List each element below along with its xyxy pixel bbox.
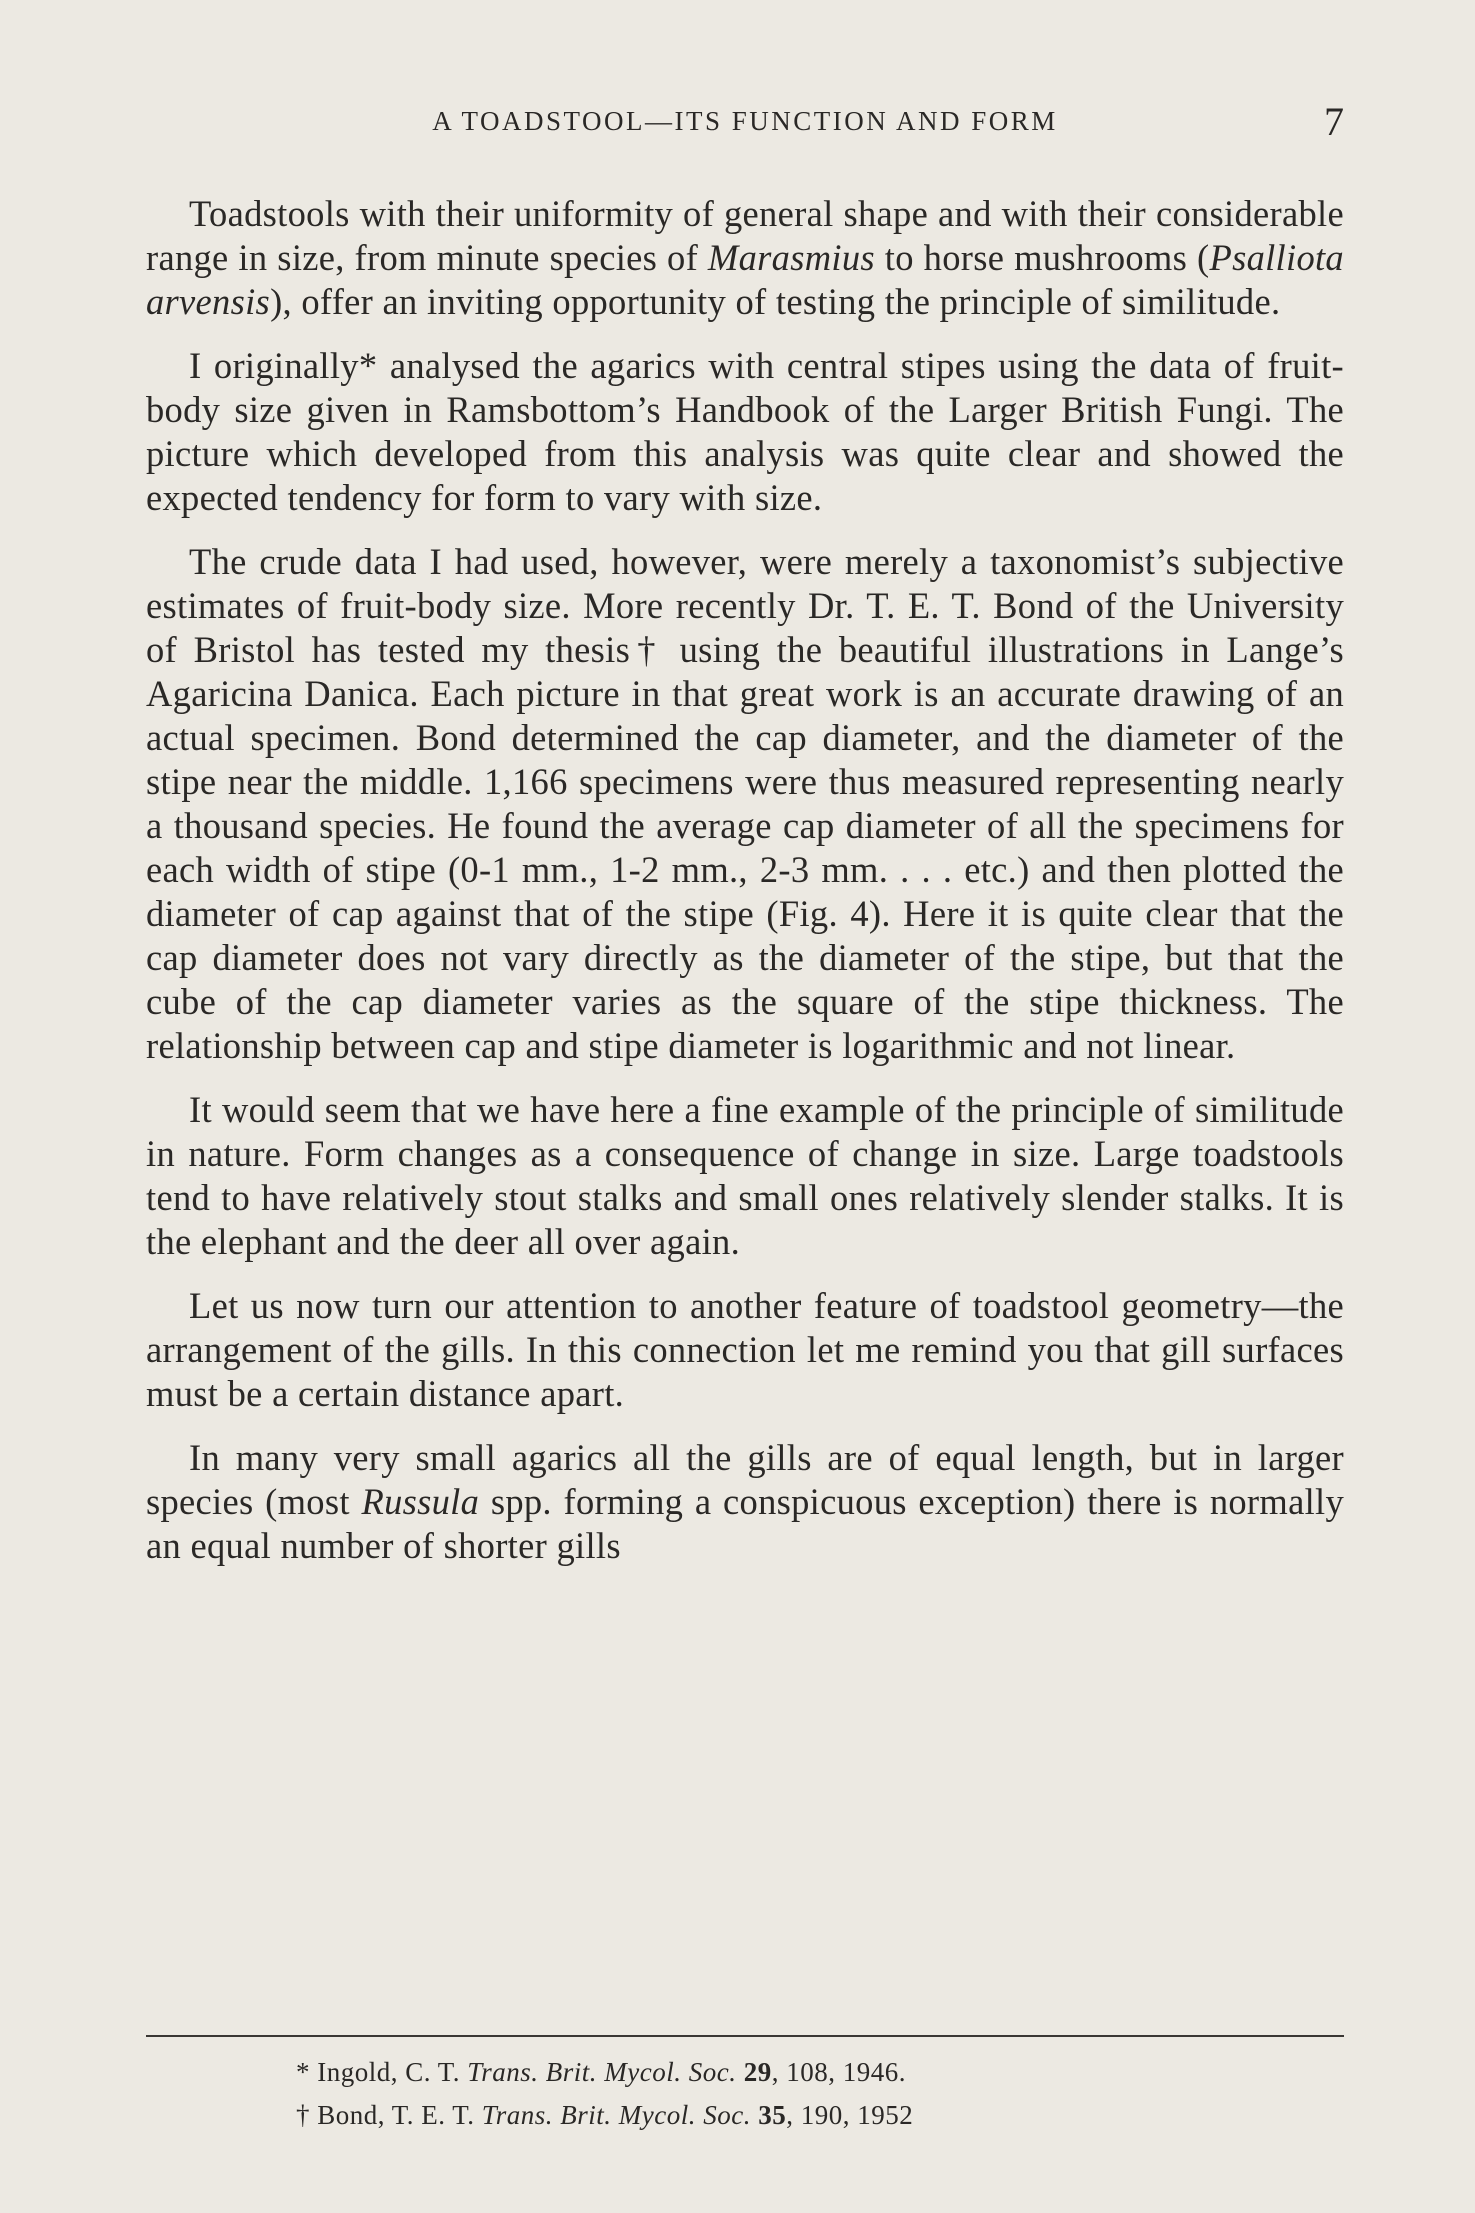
footnote-volume: 35 [758, 2100, 787, 2130]
footnotes [146, 2051, 1344, 2137]
paragraph-1: Toadstools with their uniformity of general shape and with their considerable range in size, from minute species of Marasmius to horse mushrooms (Psalliota arvensis), offer an inviting opportunity of testing the principle of similitude. [146, 193, 1344, 322]
footnote-rule [146, 2035, 1344, 2037]
footnote-marker: † [296, 2100, 310, 2130]
footnote-journal: Trans. Brit. Mycol. Soc. [467, 2057, 737, 2087]
paragraph-3: The crude data I had used, however, were merely a taxonomist’s subjective estimates of fruit-body size. More recently Dr. T. E. T. Bond of the University of Bristol has tested my thesis† using the beautiful illustrations in Lange’s Agaricina Danica. Each picture in that great work is an accurate drawing of an actual specimen. Bond determined the cap diameter, and the diameter of the stipe near the middle. 1,166 specimens were thus measured representing nearly a thousand species. He found the average cap diameter of all the specimens for each width of stipe (0-1 mm., 1-2 mm., 2-3 mm. . . . etc.) and then plotted the diameter of cap against that of the stipe (Fig. 4). Here it is quite clear that the cap diameter does not vary directly as the diameter of the stipe, but that the cube of the cap diameter varies as the square of the stipe thickness. The relationship between cap and stipe diameter is logarithmic and not linear. [146, 541, 1344, 1066]
page-number: 7 [1324, 99, 1344, 144]
footnote-pages-year: , 108, 1946. [771, 2057, 907, 2087]
footnote-marker: * [296, 2057, 310, 2087]
running-head: A TOADSTOOL—ITS FUNCTION AND FORM [432, 106, 1058, 136]
body-text [146, 192, 1344, 1588]
footnote-pages-year: , 190, 1952 [786, 2100, 914, 2130]
paragraph-6: In many very small agarics all the gills are of equal length, but in larger species (most Russula spp. forming a conspicuous exception) there is normally an equal number of shorter gills [146, 1437, 1345, 1566]
footnote-author: Ingold, C. T. [317, 2057, 461, 2087]
page-header [146, 98, 1344, 146]
footnote-1 [146, 2051, 1344, 2094]
footnote-volume: 29 [743, 2057, 772, 2087]
footnote-journal: Trans. Brit. Mycol. Soc. [481, 2100, 752, 2130]
paragraph-2: I originally* analysed the agarics with central stipes using the data of fruit-body size given in Ramsbottom’s Handbook of the Larger British Fungi. The picture which developed from this analysis was quite clear and showed the expected tendency for form to vary with size. [146, 345, 1344, 518]
paragraph-5: Let us now turn our attention to another feature of toadstool geometry—the arrangement of the gills. In this connection let me remind you that gill surfaces must be a certain distance apart. [146, 1285, 1344, 1414]
footnote-author: Bond, T. E. T. [317, 2100, 475, 2130]
footnote-2 [146, 2094, 1344, 2137]
paragraph-4: It would seem that we have here a fine example of the principle of similitude in nature. Form changes as a consequence of change in size. Large toadstools tend to have relatively stout stalks and small ones relatively slender stalks. It is the elephant and the deer all over again. [146, 1089, 1344, 1262]
